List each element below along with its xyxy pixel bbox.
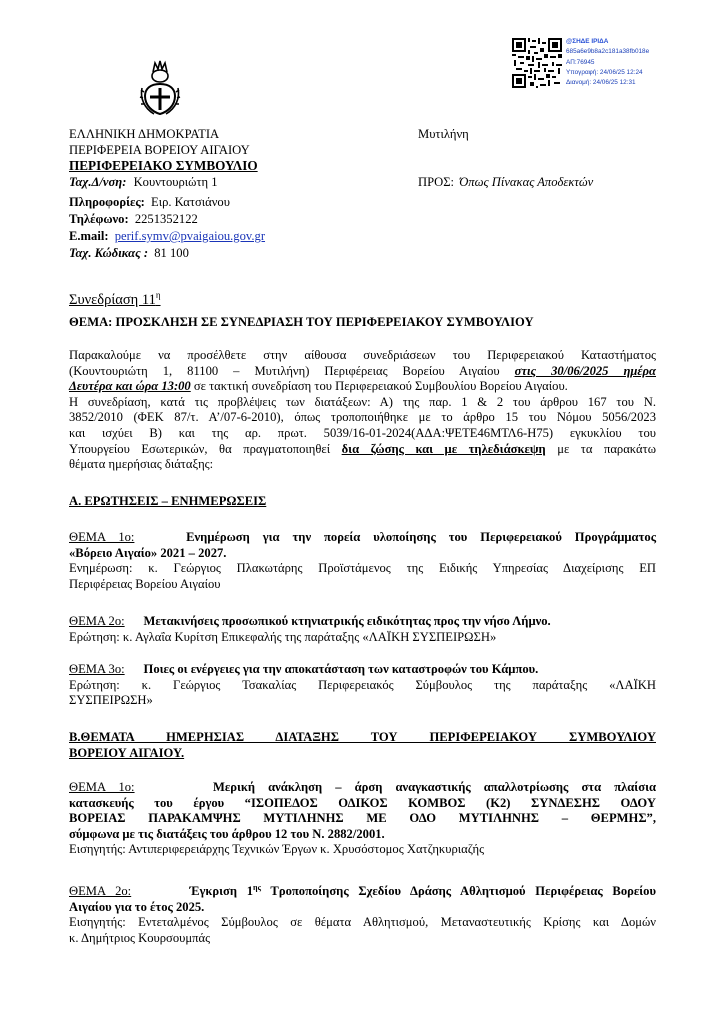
a-topic-1-label: ΘΕΜΑ 1ο: <box>69 530 135 544</box>
stamp-title: @ΣΗΔΕ ΙΡΙΔΑ <box>566 38 609 45</box>
address-label: Ταχ.Δ/νση: <box>69 175 127 189</box>
info-row <box>69 195 230 211</box>
intro-line-6: και ισχύει Β) και της αρ. πρωτ. 5039/16-01-2024(ΑΔΑ:ΨΕΤΕ46ΜΤΛ6-Η75) εγκυκλίου του <box>69 425 656 440</box>
section-a-title: Α. ΕΡΩΤΗΣΕΙΣ – ΕΝΗΜΕΡΩΣΕΙΣ <box>69 494 267 508</box>
phone-value: 2251352122 <box>134 212 198 226</box>
a-topic-3-line-1 <box>69 662 656 678</box>
stamp-distribution: Διανομή: 24/06/25 12:31 <box>566 79 636 87</box>
a-topic-3-title: Ποιες οι ενέργειες για την αποκατάσταση των καταστροφών του Κάμπου. <box>143 662 539 676</box>
subject-line: ΘΕΜΑ: ΠΡΟΣΚΛΗΣΗ ΣΕ ΣΥΝΕΔΡΙΑΣΗ ΤΟΥ ΠΕΡΙΦΕΡΕΙΑΚΟΥ ΣΥΜΒΟΥΛΙΟΥ <box>69 315 534 329</box>
section-b-topic-1 <box>69 780 656 858</box>
b-topic-1-line-2: κατασκευής του έργου “ΙΣΟΠΕΔΟΣ ΟΔΙΚΟΣ ΚΟΜΒΟΣ (Κ2) ΣΥΝΔΕΣΗΣ ΟΔΟΥ <box>69 795 656 810</box>
region-name: ΠΕΡΙΦΕΡΕΙΑ ΒΟΡΕΙΟΥ ΑΙΓΑΙΟΥ <box>69 143 250 157</box>
intro-line-3 <box>69 379 656 395</box>
b-topic-2-line-1 <box>69 880 656 900</box>
postal-label: Ταχ. Κώδικας : <box>69 246 149 260</box>
intro-line-5: 3852/2010 (ΦΕΚ 87/τ. Α’/07-6-2010), όπως τροποποιήθηκε με το άρθρο 15 του Νόμου 5056/2023 <box>69 410 656 425</box>
b-topic-2-line-2: Αιγαίου για το έτος 2025. <box>69 899 205 914</box>
to-value: Όπως Πίνακας Αποδεκτών <box>459 175 594 189</box>
email-label: E.mail: <box>69 229 109 243</box>
intro-line-8: θέματα ημερήσιας διάταξης: <box>69 457 214 472</box>
info-label: Πληροφορίες: <box>69 195 145 209</box>
intro-line-1: Παρακαλούμε να προσέλθετε στην αίθουσα συνεδριάσεων του Περιφερειακού Καταστήματος <box>69 348 656 362</box>
council-name: ΠΕΡΙΦΕΡΕΙΑΚΟ ΣΥΜΒΟΥΛΙΟ <box>69 158 258 173</box>
section-b-title-line-1: Β.ΘΕΜΑΤΑ ΗΜΕΡΗΣΙΑΣ ΔΙΑΤΑΞΗΣ ΤΟΥ ΠΕΡΙΦΕΡΕΙΑΚΟΥ ΣΥΜΒΟΥΛΙΟΥ <box>69 730 656 744</box>
session-title <box>69 287 161 309</box>
a-topic-2-line-2: Ερώτηση: κ. Αγλαΐα Κυρίτση Επικεφαλής της παράταξης «ΛΑΪΚΗ ΣΥΣΠΕΙΡΩΣΗ» <box>69 629 497 644</box>
email-row <box>69 229 265 245</box>
a-topic-1-line-2: «Βόρειο Αιγαίο» 2021 – 2027. <box>69 545 227 560</box>
section-a-topic-1 <box>69 530 656 592</box>
b-topic-1-title: Μερική ανάκληση – άρση αναγκαστικής απαλλοτρίωσης στα πλαίσια <box>213 780 657 794</box>
stamp-protocol: ΑΠ:76945 <box>566 58 595 66</box>
to-label: ΠΡΟΣ: <box>418 175 455 189</box>
recipients-row <box>418 175 593 191</box>
republic-name: ΕΛΛΗΝΙΚΗ ΔΗΜΟΚΡΑΤΙΑ <box>69 127 220 141</box>
b-topic-1-line-1 <box>69 780 656 796</box>
section-b-title <box>69 730 656 761</box>
a-topic-2-label: ΘΕΜΑ 2ο: <box>69 614 125 628</box>
meeting-time: Δευτέρα και ώρα 13:00 <box>69 379 191 394</box>
a-topic-2-line-1 <box>69 614 656 630</box>
phone-label: Τηλέφωνο: <box>69 212 129 226</box>
address-row <box>69 175 218 191</box>
a-topic-3-line-3: ΣΥΣΠΕΙΡΩΣΗ» <box>69 693 153 708</box>
b-topic-2-title-b: Τροποποίησης Σχεδίου Δράσης Αθλητισμού Περιφέρειας Βορείου <box>260 884 656 899</box>
b-topic-1-line-3: ΒΟΡΕΙΑΣ ΠΑΡΑΚΑΜΨΗΣ ΜΥΤΙΛΗΝΗΣ ΜΕ ΟΔΟ ΜΥΤΙΛΗΝΗΣ – ΘΕΡΜΗΣ”, <box>69 811 656 826</box>
a-topic-1-line-1 <box>69 530 656 546</box>
section-b-title-line-2: ΒΟΡΕΙΟΥ ΑΙΓΑΙΟΥ. <box>69 745 185 760</box>
session-title-sup: η <box>155 290 161 300</box>
intro-line-2a: (Κουντουριώτη 1, 81100 – Μυτιλήνη) Περιφέρειας Βορείου Αιγαίου <box>69 363 515 378</box>
section-a-topic-3 <box>69 662 656 709</box>
a-topic-2-title: Μετακινήσεις προσωπικού κτηνιατρικής ειδικότητας προς την νήσο Λήμνο. <box>143 614 551 628</box>
postal-value: 81 100 <box>154 246 189 260</box>
a-topic-3-line-2: Ερώτηση: κ. Γεώργιος Τσακαλίας Περιφερειακός Σύμβουλος της παράταξης «ΛΑΪΚΗ <box>69 677 656 692</box>
session-title-text: Συνεδρίαση 11 <box>69 291 156 308</box>
meeting-mode: δια ζώσης και με τηλεδιάσκεψη <box>341 441 546 456</box>
intro-line-4: Η συνεδρίαση, κατά τις προβλέψεις των διατάξεων: Α) της παρ. 1 & 2 του άρθρου 167 του Ν. <box>69 394 656 409</box>
postal-row <box>69 246 189 262</box>
b-topic-2-line-3: Εισηγητής: Εντεταλμένος Σύμβουλος σε θέματα Αθλητισμού, Μεταναστευτικής Κρίσης και Δομών <box>69 915 656 930</box>
b-topic-2-line-4: κ. Δημήτριος Κουρσουμπάς <box>69 930 211 945</box>
meeting-date: στις 30/06/2025 ημέρα <box>514 363 657 378</box>
b-topic-2-label: ΘΕΜΑ 2ο: <box>69 884 132 899</box>
greek-emblem-icon <box>138 58 182 116</box>
address-value: Κουντουριώτη 1 <box>133 175 218 189</box>
b-topic-1-label: ΘΕΜΑ 1ο: <box>69 780 135 794</box>
a-topic-3-label: ΘΕΜΑ 3ο: <box>69 662 125 676</box>
email-link[interactable]: perif.symv@pvaigaiou.gov.gr <box>114 229 266 243</box>
info-value: Ειρ. Κατσιάνου <box>151 195 230 209</box>
digital-stamp <box>566 37 649 88</box>
b-topic-1-line-4: σύμφωνα με τις διατάξεις του άρθρου 12 του Ν. 2882/2001. <box>69 826 385 841</box>
b-topic-1-line-5: Εισηγητής: Αντιπεριφερειάρχης Τεχνικών Έργων κ. Χρυσόστομος Χατζηκυριαζής <box>69 842 485 857</box>
intro-line-7c: με τα παρακάτω <box>545 441 656 456</box>
place-name: Μυτιλήνη <box>418 127 469 141</box>
a-topic-1-title: Ενημέρωση για την πορεία υλοποίησης του Περιφερειακού Προγράμματος <box>186 530 657 544</box>
b-topic-2-title-a: Έγκριση 1 <box>189 884 254 899</box>
phone-row <box>69 212 198 228</box>
intro-paragraph <box>69 348 656 473</box>
stamp-signature: Υπογραφή: 24/06/25 12:24 <box>566 68 643 76</box>
b-topic-2-title-sup: ης <box>253 883 261 892</box>
intro-line-2 <box>69 364 656 380</box>
a-topic-1-line-3: Ενημέρωση: κ. Γεώργιος Πλακωτάρης Προϊστάμενος της Ειδικής Υπηρεσίας Διαχείρισης ΕΠ <box>69 561 656 576</box>
intro-line-7 <box>69 442 656 458</box>
intro-line-7a: Υπουργείου Εσωτερικών, θα πραγματοποιηθεί <box>69 441 342 456</box>
stamp-hash: 685a6e9b8a2c181a38fb018e <box>566 48 650 56</box>
qr-code-icon <box>512 38 562 88</box>
a-topic-1-line-4: Περιφέρειας Βορείου Αιγαίου <box>69 576 221 591</box>
intro-line-3b: σε τακτική συνεδρίαση του Περιφερειακού Συμβουλίου Βορείου Αιγαίου. <box>190 379 568 394</box>
section-a-topic-2 <box>69 614 656 645</box>
section-b-topic-2 <box>69 880 656 947</box>
